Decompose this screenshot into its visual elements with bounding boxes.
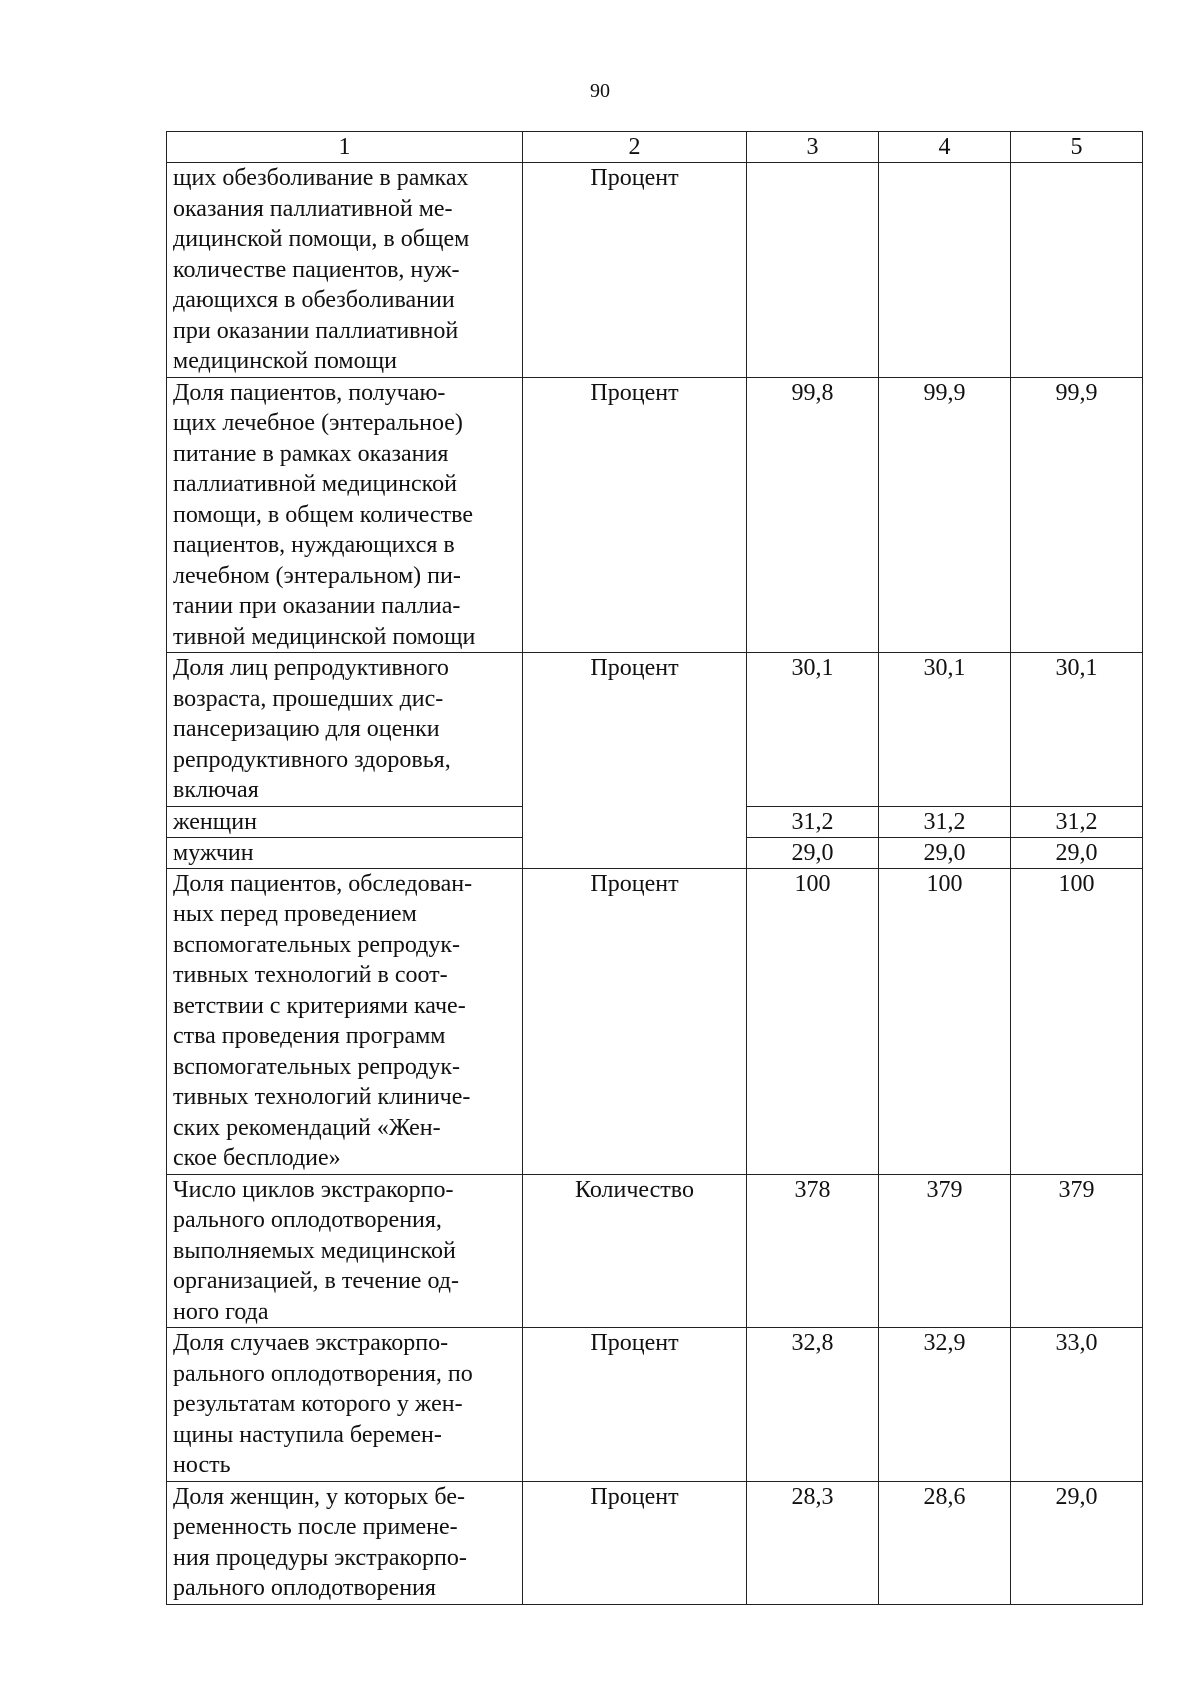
value-col5: 379 (1011, 1174, 1143, 1328)
value-col5: 31,2 (1011, 806, 1143, 837)
value-col5: 33,0 (1011, 1328, 1143, 1482)
table-row (167, 653, 1143, 807)
value-col4 (879, 163, 1011, 378)
table-row (167, 1481, 1143, 1604)
value-col3: 99,8 (747, 377, 879, 653)
indicator-name: щих обезболивание в рамках оказания паллиативной ме- дицинской помощи, в общем количестве пациентов, нуж- дающихся в обезболивании при оказании паллиативной медицинской помощи (167, 163, 523, 378)
value-col3: 28,3 (747, 1481, 879, 1604)
value-col4: 31,2 (879, 806, 1011, 837)
column-header-4: 4 (879, 132, 1011, 163)
value-col5: 29,0 (1011, 1481, 1143, 1604)
value-col4: 100 (879, 868, 1011, 1174)
value-col3: 30,1 (747, 653, 879, 807)
indicator-name: Доля лиц репродуктивного возраста, прошедших дис- пансеризацию для оценки репродуктивного здоровья, включая (167, 653, 523, 807)
indicator-name: мужчин (167, 837, 523, 868)
column-header-2: 2 (523, 132, 747, 163)
value-col4: 30,1 (879, 653, 1011, 807)
value-col3: 29,0 (747, 837, 879, 868)
column-header-3: 3 (747, 132, 879, 163)
indicator-name: женщин (167, 806, 523, 837)
value-col3: 32,8 (747, 1328, 879, 1482)
table-row (167, 868, 1143, 1174)
value-col3: 378 (747, 1174, 879, 1328)
value-col5: 30,1 (1011, 653, 1143, 807)
value-col4: 29,0 (879, 837, 1011, 868)
table-row (167, 377, 1143, 653)
indicator-name: Доля пациентов, обследован- ных перед проведением вспомогательных репродук- тивных технологий в соот- ветствии с критериями каче- ства проведения программ вспомогательных репродук- тивных технологий клиниче- ских рекомендаций «Жен- ское бесплодие» (167, 868, 523, 1174)
unit-cell: Процент (523, 163, 747, 378)
indicators-table (166, 131, 1143, 1605)
indicator-name: Доля случаев экстракорпо- рального оплодотворения, по результатам которого у жен- щины наступила беремен- ность (167, 1328, 523, 1482)
unit-cell: Количество (523, 1174, 747, 1328)
value-col4: 99,9 (879, 377, 1011, 653)
table-row (167, 163, 1143, 378)
value-col4: 28,6 (879, 1481, 1011, 1604)
value-col5: 100 (1011, 868, 1143, 1174)
column-header-5: 5 (1011, 132, 1143, 163)
unit-cell: Процент (523, 868, 747, 1174)
unit-cell: Процент (523, 1328, 747, 1482)
value-col5: 29,0 (1011, 837, 1143, 868)
column-header-1: 1 (167, 132, 523, 163)
value-col3: 100 (747, 868, 879, 1174)
value-col4: 379 (879, 1174, 1011, 1328)
page-number: 90 (590, 80, 610, 102)
value-col4: 32,9 (879, 1328, 1011, 1482)
table-row (167, 1328, 1143, 1482)
value-col5 (1011, 163, 1143, 378)
value-col5: 99,9 (1011, 377, 1143, 653)
value-col3: 31,2 (747, 806, 879, 837)
unit-cell: Процент (523, 377, 747, 653)
value-col3 (747, 163, 879, 378)
indicator-name: Доля пациентов, получаю- щих лечебное (энтеральное) питание в рамках оказания паллиативной медицинской помощи, в общем количестве пациентов, нуждающихся в лечебном (энтеральном) пи- тании при оказании паллиа- тивной медицинской помощи (167, 377, 523, 653)
table-header-row (167, 132, 1143, 163)
unit-cell: Процент (523, 1481, 747, 1604)
indicator-name: Доля женщин, у которых бе- ременность после примене- ния процедуры экстракорпо- рального оплодотворения (167, 1481, 523, 1604)
table-row (167, 1174, 1143, 1328)
unit-cell: Процент (523, 653, 747, 869)
indicator-name: Число циклов экстракорпо- рального оплодотворения, выполняемых медицинской организацией, в течение од- ного года (167, 1174, 523, 1328)
